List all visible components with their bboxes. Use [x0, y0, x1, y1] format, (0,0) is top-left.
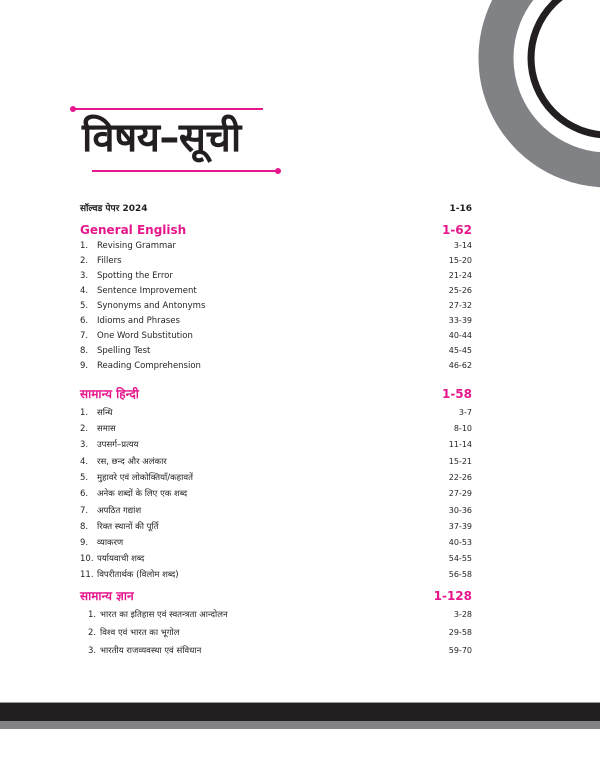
section-title: सामान्य हिन्दी [80, 387, 139, 401]
item-number: 2. [80, 256, 89, 266]
toc-item[interactable] [80, 488, 472, 499]
toc-item[interactable] [80, 423, 472, 434]
item-number: 3. [80, 440, 89, 450]
item-number: 9. [80, 361, 89, 371]
item-pages: 40-44 [448, 331, 472, 340]
item-number: 9. [80, 538, 89, 548]
toc-item[interactable] [88, 645, 472, 656]
toc-item[interactable] [80, 439, 472, 450]
item-pages: 45-45 [448, 346, 472, 355]
item-label: उपसर्ग–प्रत्यय [97, 440, 139, 450]
item-label: व्याकरण [97, 538, 124, 548]
decorative-rings-icon [0, 0, 600, 200]
item-label: भारतीय राजव्यवस्था एवं संविधान [100, 646, 202, 656]
item-number: 10. [80, 554, 94, 564]
item-number: 7. [80, 506, 89, 516]
item-number: 3. [80, 271, 89, 281]
toc-section-samanya-gyan[interactable] [80, 587, 472, 604]
toc-item[interactable] [80, 286, 472, 296]
item-label: Idioms and Phrases [97, 316, 180, 326]
item-pages: 3-28 [453, 610, 472, 619]
item-pages: 27-29 [448, 489, 472, 498]
item-label: Reading Comprehension [97, 361, 201, 371]
toc-item[interactable] [80, 346, 472, 356]
toc-section-general-english[interactable] [80, 223, 472, 237]
item-pages: 11-14 [448, 440, 472, 449]
toc-item[interactable] [88, 627, 472, 638]
toc-item[interactable] [80, 472, 472, 483]
toc-item[interactable] [80, 569, 472, 580]
item-pages: 21-24 [448, 271, 472, 280]
item-pages: 25-26 [448, 286, 472, 295]
footer-bar-black [0, 702, 600, 721]
item-number: 5. [80, 301, 89, 311]
item-pages: 33-39 [448, 316, 472, 325]
item-number: 7. [80, 331, 89, 341]
item-number: 4. [80, 286, 89, 296]
item-pages: 8-10 [453, 424, 472, 433]
section-title: General English [80, 223, 187, 237]
item-label: अनेक शब्दों के लिए एक शब्द [97, 489, 188, 499]
item-pages: 22-26 [448, 473, 472, 482]
item-number: 8. [80, 346, 89, 356]
item-label: One Word Substitution [97, 331, 193, 341]
item-label: पर्यायवाची शब्द [97, 554, 145, 564]
toc-item[interactable] [80, 553, 472, 564]
title-rule-bottom [92, 170, 278, 172]
item-label: सन्धि [97, 408, 113, 418]
toc-item[interactable] [80, 537, 472, 548]
footer-bar-gray [0, 721, 600, 729]
item-label: रस, छन्द और अलंकार [97, 457, 167, 467]
item-number: 2. [88, 628, 97, 638]
item-number: 6. [80, 489, 89, 499]
item-label: विश्व एवं भारत का भूगोल [100, 628, 180, 638]
page-title: विषय–सूची [82, 115, 241, 161]
title-rule-bottom-dot [275, 168, 281, 174]
toc-item[interactable] [80, 505, 472, 516]
item-pages: 30-36 [448, 506, 472, 515]
item-pages: 46-62 [448, 361, 472, 370]
item-pages: 40-53 [448, 538, 472, 547]
toc-entry-solved-paper[interactable] [80, 201, 472, 214]
item-label: Synonyms and Antonyms [97, 301, 206, 311]
item-pages: 54-55 [448, 554, 472, 563]
toc-item[interactable] [80, 361, 472, 371]
item-label: Spotting the Error [97, 271, 173, 281]
toc-item[interactable] [80, 271, 472, 281]
item-label: समास [97, 424, 116, 434]
item-pages: 56-58 [448, 570, 472, 579]
toc-item[interactable] [80, 256, 472, 266]
toc-item[interactable] [88, 609, 472, 620]
toc-item[interactable] [80, 241, 472, 251]
item-number: 1. [80, 408, 89, 418]
item-pages: 3-14 [453, 241, 472, 250]
item-label: भारत का इतिहास एवं स्वतन्त्रता आन्दोलन [100, 610, 228, 620]
item-label: अपठित गद्यांश [97, 506, 142, 516]
toc-item[interactable] [80, 316, 472, 326]
item-label: विपरीतार्थक (विलोम शब्द) [97, 570, 179, 580]
section-pages: 1-58 [441, 387, 472, 401]
toc-section-samanya-hindi[interactable] [80, 385, 472, 402]
toc-item[interactable] [80, 456, 472, 467]
item-label: रिक्त स्थानों की पूर्ति [97, 522, 159, 532]
toc-item[interactable] [80, 331, 472, 341]
item-label: Fillers [97, 256, 122, 266]
item-pages: 27-32 [448, 301, 472, 310]
toc-item[interactable] [80, 521, 472, 532]
item-number: 3. [88, 646, 97, 656]
section-pages: 1-62 [441, 223, 472, 237]
item-number: 1. [80, 241, 89, 251]
item-pages: 3-7 [458, 408, 472, 417]
item-label: Spelling Test [97, 346, 151, 356]
item-label: मुहावरे एवं लोकोक्तियाँ/कहावतें [97, 473, 193, 483]
item-label: Revising Grammar [97, 241, 176, 251]
toc-item[interactable] [80, 301, 472, 311]
toc-entry-label: सॉल्वड पेपर 2024 [80, 204, 148, 214]
section-title: सामान्य ज्ञान [80, 589, 134, 603]
item-number: 11. [80, 570, 94, 580]
toc-entry-pages: 1-16 [449, 204, 472, 214]
item-number: 1. [88, 610, 97, 620]
item-number: 8. [80, 522, 89, 532]
item-number: 6. [80, 316, 89, 326]
item-number: 2. [80, 424, 89, 434]
item-pages: 15-21 [448, 457, 472, 466]
item-pages: 59-70 [448, 646, 472, 655]
item-pages: 29-58 [448, 628, 472, 637]
section-pages: 1-128 [433, 589, 472, 603]
item-number: 5. [80, 473, 89, 483]
item-pages: 37-39 [448, 522, 472, 531]
item-pages: 15-20 [448, 256, 472, 265]
toc-item[interactable] [80, 407, 472, 418]
item-number: 4. [80, 457, 89, 467]
item-label: Sentence Improvement [97, 286, 197, 296]
